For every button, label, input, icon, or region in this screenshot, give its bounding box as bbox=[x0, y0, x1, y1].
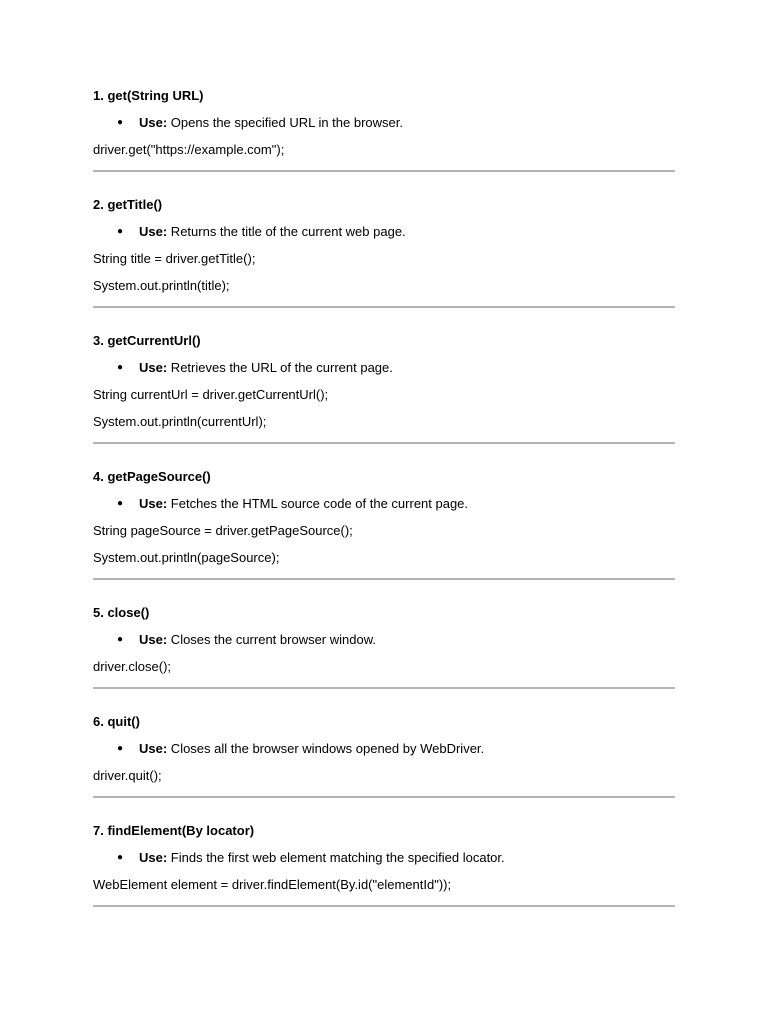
code-line: driver.quit(); bbox=[93, 768, 162, 783]
section-heading: 5. close() bbox=[93, 605, 150, 620]
code-line: String currentUrl = driver.getCurrentUrl(); bbox=[93, 387, 329, 402]
use-label: Use: bbox=[139, 360, 168, 375]
bullet-icon: ● bbox=[117, 117, 124, 128]
code-line: driver.close(); bbox=[93, 659, 172, 674]
use-bullet-item bbox=[93, 844, 675, 871]
use-text: Closes all the browser windows opened by WebDriver. bbox=[167, 741, 485, 756]
use-text: Retrieves the URL of the current page. bbox=[167, 360, 393, 375]
use-bullet-item bbox=[93, 218, 675, 245]
use-bullet-item bbox=[93, 490, 675, 517]
use-text: Returns the title of the current web page. bbox=[167, 224, 406, 239]
bullet-icon: ● bbox=[117, 362, 124, 373]
use-bullet-item bbox=[93, 626, 675, 653]
section-divider bbox=[93, 578, 675, 580]
use-label: Use: bbox=[139, 224, 168, 239]
bullet-icon: ● bbox=[117, 498, 124, 509]
document-page bbox=[93, 82, 675, 926]
code-line: String title = driver.getTitle(); bbox=[93, 251, 256, 266]
use-text: Finds the first web element matching the specified locator. bbox=[167, 850, 505, 865]
section-divider bbox=[93, 170, 675, 172]
bullet-icon: ● bbox=[117, 743, 124, 754]
section-divider bbox=[93, 796, 675, 798]
section-close bbox=[93, 599, 675, 689]
section-heading: 6. quit() bbox=[93, 714, 140, 729]
bullet-icon: ● bbox=[117, 226, 124, 237]
section-quit bbox=[93, 708, 675, 798]
use-label: Use: bbox=[139, 115, 168, 130]
section-divider bbox=[93, 442, 675, 444]
bullet-icon: ● bbox=[117, 634, 124, 645]
use-label: Use: bbox=[139, 850, 168, 865]
section-heading: 7. findElement(By locator) bbox=[93, 823, 255, 838]
use-text: Closes the current browser window. bbox=[167, 632, 376, 647]
use-text: Fetches the HTML source code of the current page. bbox=[167, 496, 469, 511]
code-line: String pageSource = driver.getPageSource(); bbox=[93, 523, 353, 538]
use-text: Opens the specified URL in the browser. bbox=[167, 115, 403, 130]
section-gettitle bbox=[93, 191, 675, 308]
section-get bbox=[93, 82, 675, 172]
section-divider bbox=[93, 687, 675, 689]
section-getpagesource bbox=[93, 463, 675, 580]
use-label: Use: bbox=[139, 496, 168, 511]
code-line: System.out.println(currentUrl); bbox=[93, 414, 267, 429]
section-divider bbox=[93, 306, 675, 308]
section-heading: 1. get(String URL) bbox=[93, 88, 204, 103]
section-divider bbox=[93, 905, 675, 907]
section-heading: 2. getTitle() bbox=[93, 197, 163, 212]
section-heading: 4. getPageSource() bbox=[93, 469, 211, 484]
code-line: driver.get("https://example.com"); bbox=[93, 142, 285, 157]
bullet-icon: ● bbox=[117, 852, 124, 863]
use-bullet-item bbox=[93, 735, 675, 762]
use-label: Use: bbox=[139, 741, 168, 756]
use-label: Use: bbox=[139, 632, 168, 647]
section-heading: 3. getCurrentUrl() bbox=[93, 333, 201, 348]
code-line: System.out.println(pageSource); bbox=[93, 550, 280, 565]
code-line: WebElement element = driver.findElement(By.id("elementId")); bbox=[93, 877, 452, 892]
section-getcurrenturl bbox=[93, 327, 675, 444]
code-line: System.out.println(title); bbox=[93, 278, 230, 293]
use-bullet-item bbox=[93, 354, 675, 381]
section-findelement bbox=[93, 817, 675, 907]
use-bullet-item bbox=[93, 109, 675, 136]
